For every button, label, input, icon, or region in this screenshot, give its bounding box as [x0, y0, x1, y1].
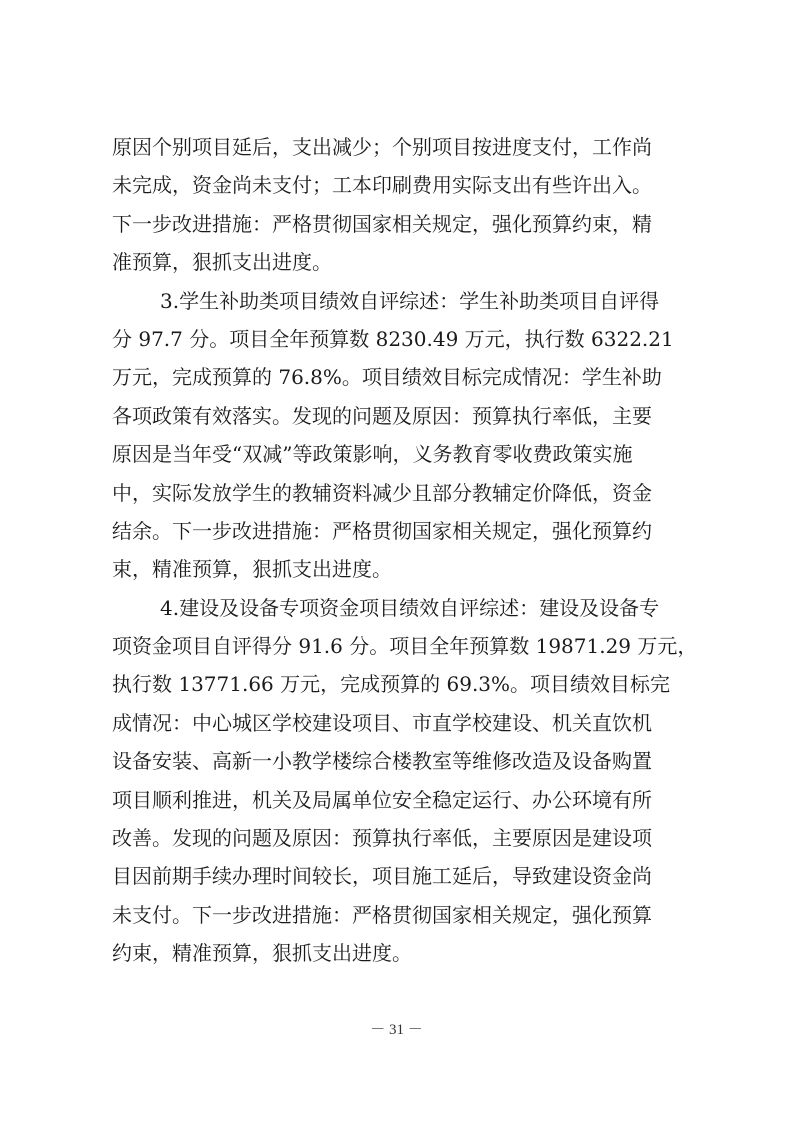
text-line: 分 97.7 分。项目全年预算数 8230.49 万元，执行数 6322.21	[112, 326, 674, 351]
text-line: 原因个别项目延后，支出减少；个别项目按进度支付，工作尚	[112, 135, 652, 159]
paragraph-3-start: 3.学生补助类项目绩效自评综述：学生补助类项目自评得	[160, 288, 660, 313]
text-line: 中，实际发放学生的教辅资料减少且部分教辅定价降低，资金	[112, 480, 652, 505]
text-line: 约束，精准预算，狠抓支出进度。	[112, 941, 412, 966]
text-line: 结余。下一步改进措施：严格贯彻国家相关规定，强化预算约	[112, 518, 652, 543]
paragraph-4-start: 4.建设及设备专项资金项目绩效自评综述：建设及设备专	[160, 595, 660, 620]
text-line: 原因是当年受“双减”等政策影响，义务教育零收费政策实施	[112, 442, 633, 467]
text-line: 项目顺利推进，机关及局属单位安全稳定运行、办公环境有所	[112, 787, 652, 812]
text-line: 万元，完成预算的 76.8%。项目绩效目标完成情况：学生补助	[112, 365, 662, 390]
text-line: 执行数 13771.66 万元，完成预算的 69.3%。项目绩效目标完	[112, 672, 671, 697]
body-text	[112, 128, 698, 973]
text-line: 各项政策有效落实。发现的问题及原因：预算执行率低，主要	[112, 403, 652, 428]
text-line: 成情况：中心城区学校建设项目、市直学校建设、机关直饮机	[112, 710, 652, 735]
text-line: 下一步改进措施：严格贯彻国家相关规定，强化预算约束，精	[112, 211, 652, 236]
text-line: 项资金项目自评得分 91.6 分。项目全年预算数 19871.29 万元，	[112, 634, 698, 659]
text-line: 束，精准预算，狠抓支出进度。	[112, 557, 392, 582]
text-line: 改善。发现的问题及原因：预算执行率低，主要原因是建设项	[112, 826, 652, 851]
text-line: 准预算，狠抓支出进度。	[112, 250, 332, 275]
text-line: 目因前期手续办理时间较长，项目施工延后，导致建设资金尚	[112, 864, 652, 889]
text-line: 未完成，资金尚未支付；工本印刷费用实际支出有些许出入。	[112, 173, 652, 198]
text-line: 设备安装、高新一小教学楼综合楼教室等维修改造及设备购置	[112, 749, 652, 774]
text-line: 未支付。下一步改进措施：严格贯彻国家相关规定，强化预算	[112, 902, 652, 927]
page-number: － 31 －	[370, 1022, 423, 1038]
